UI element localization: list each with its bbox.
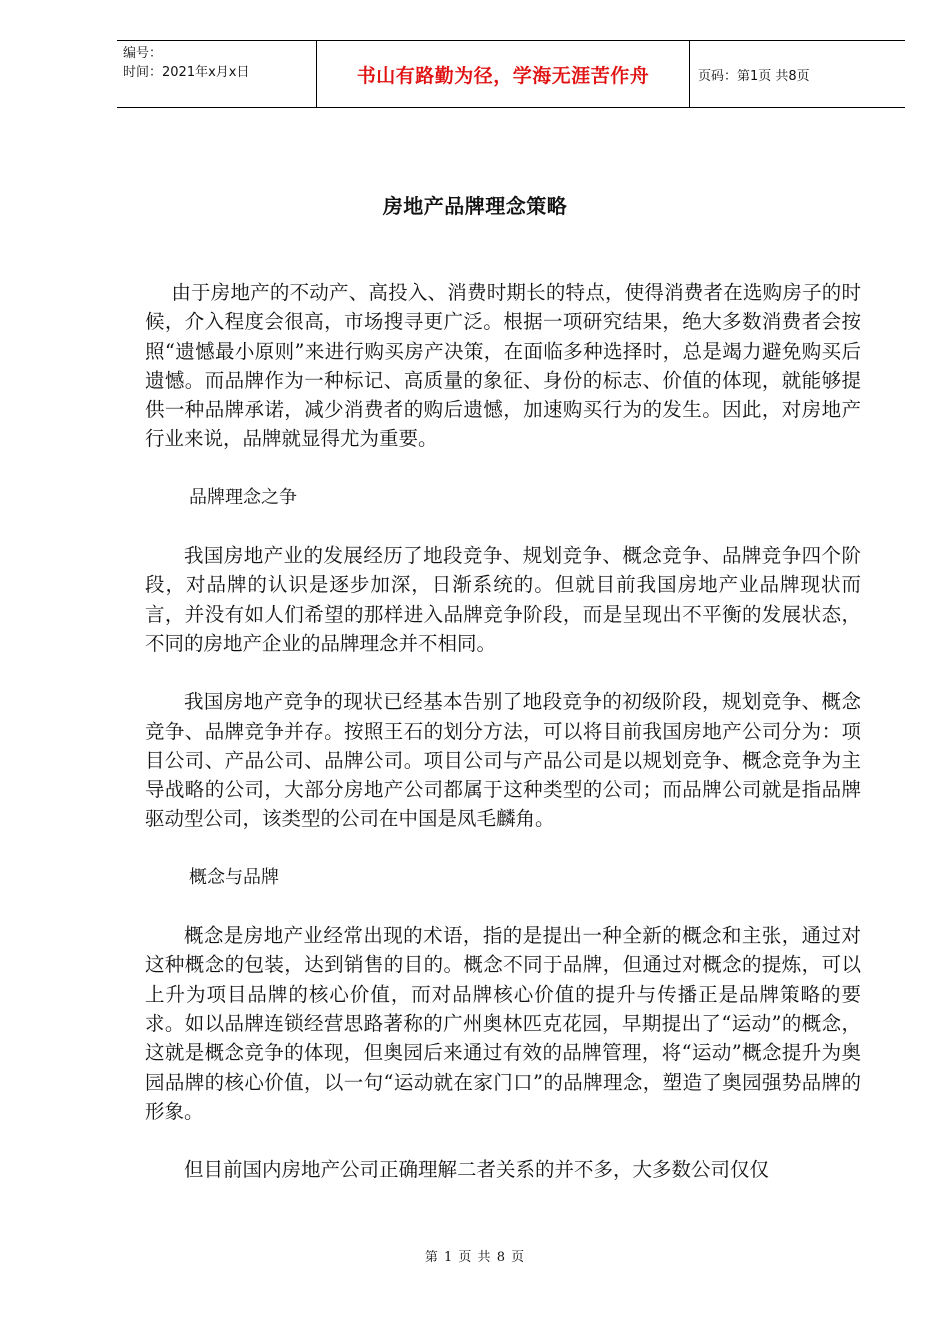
document-body [145,278,861,1213]
body-paragraph: 由于房地产的不动产、高投入、消费时期长的特点，使得消费者在选购房子的时候，介入程度会很高，市场搜寻更广泛。根据一项研究结果，绝大多数消费者会按照“遗憾最小原则”来进行购买房产决策，在面临多种选择时，总是竭力避免购买后遗憾。而品牌作为一种标记、高质量的象征、身份的标志、价值的体现，就能够提供一种品牌承诺，减少消费者的购后遗憾，加速购买行为的发生。因此，对房地产行业来说，品牌就显得尤为重要。 [145,281,861,451]
header-motto: 书山有路勤为径，学海无涯苦作舟 [356,64,650,87]
header-motto-cell [317,41,690,107]
page-footer: 第 1 页 共 8 页 [424,1250,526,1265]
header-meta [117,41,317,107]
body-paragraph: 概念是房地产业经常出现的术语，指的是提出一种全新的概念和主张，通过对这种概念的包装，达到销售的目的。概念不同于品牌，但通过对概念的提炼，可以上升为项目品牌的核心价值，而对品牌核心价值的提升与传播正是品牌策略的要求。如以品牌连锁经营思路著称的广州奥林匹克花园，早期提出了“运动”的概念，这就是概念竞争的体现，但奥园后来通过有效的品牌管理，将“运动”概念提升为奥园品牌的核心价值，以一句“运动就在家门口”的品牌理念，塑造了奥园强势品牌的形象。 [145,924,861,1123]
time-label: 时间：2021年x月x日 [123,65,250,80]
section-heading: 品牌理念之争 [189,486,297,508]
section-heading: 概念与品牌 [189,866,279,888]
body-paragraph-continued: 但目前国内房地产公司正确理解二者关系的并不多，大多数公司仅仅 [184,1158,770,1182]
header-page-info: 页码：第1页 共8页 [698,68,810,84]
body-paragraph: 我国房地产业的发展经历了地段竞争、规划竞争、概念竞争、品牌竞争四个阶段，对品牌的认识是逐步加深，日渐系统的。但就目前我国房地产业品牌现状而言，并没有如人们希望的那样进入品牌竞争阶段，而是呈现出不平衡的发展状态，不同的房地产企业的品牌理念并不相同。 [145,544,861,655]
body-paragraph: 我国房地产竞争的现状已经基本告别了地段竞争的初级阶段，规划竞争、概念竞争、品牌竞争并存。按照王石的划分方法，可以将目前我国房地产公司分为：项目公司、产品公司、品牌公司。项目公司与产品公司是以规划竞争、概念竞争为主导战略的公司，大部分房地产公司都属于这种类型的公司；而品牌公司就是指品牌驱动型公司，该类型的公司在中国是凤毛麟角。 [145,690,861,831]
document-title: 房地产品牌理念策略 [382,194,568,218]
page-header [117,40,905,108]
serial-label: 编号： [123,46,163,61]
header-page-info-cell [690,41,905,107]
